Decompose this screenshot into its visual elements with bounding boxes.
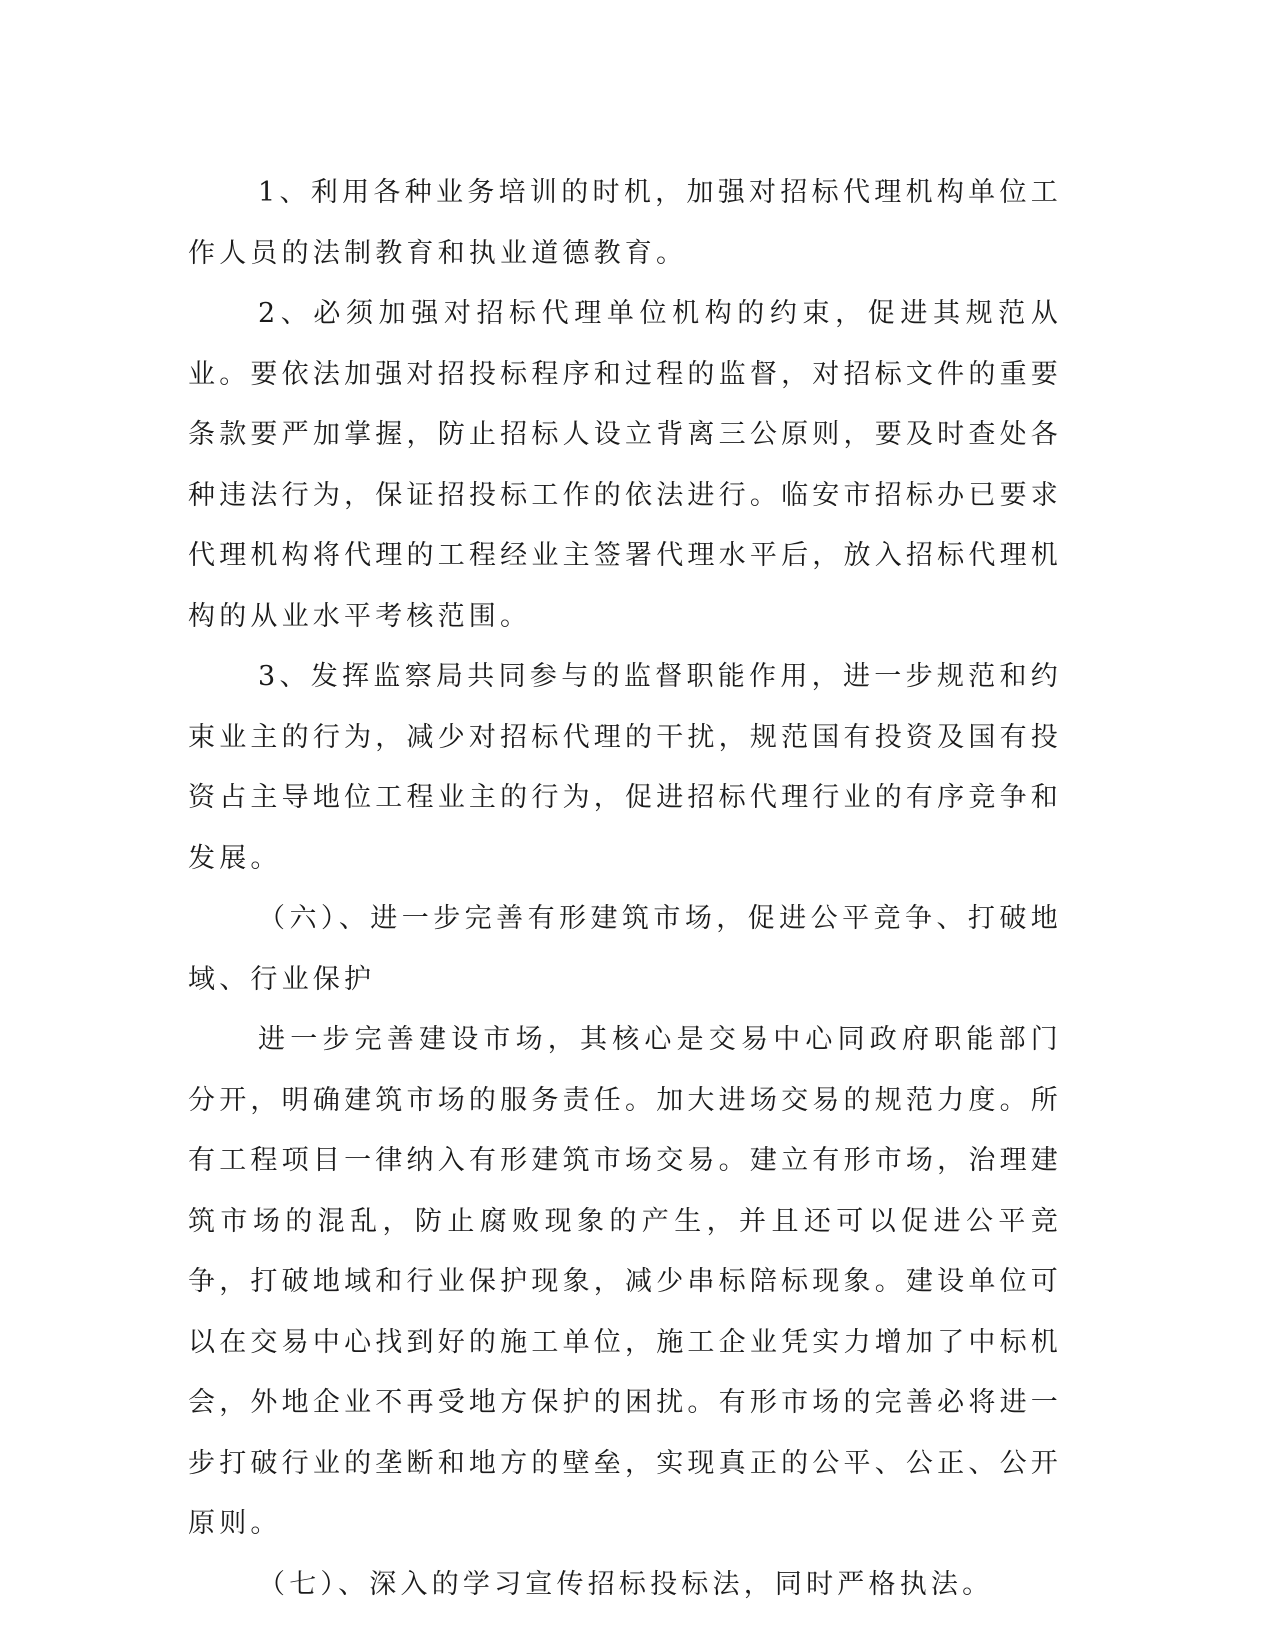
section-heading-six: （六）、进一步完善有形建筑市场，促进公平竞争、打破地域、行业保护 bbox=[188, 903, 1062, 995]
paragraph-item-3: 3、发挥监察局共同参与的监督职能作用，进一步规范和约束业主的行为，减少对招标代理的干扰，规范国有投资及国有投资占主导地位工程业主的行为，促进招标代理行业的有序竞争和发展。 bbox=[188, 661, 1062, 874]
paragraph-market: 进一步完善建设市场，其核心是交易中心同政府职能部门分开，明确建筑市场的服务责任。加大进场交易的规范力度。所有工程项目一律纳入有形建筑市场交易。建立有形市场，治理建筑市场的混乱，防止腐败现象的产生，并且还可以促进公平竞争，打破地域和行业保护现象，减少串标陪标现象。建设单位可以在交易中心找到好的施工单位，施工企业凭实力增加了中标机会，外地企业不再受地方保护的困扰。有形市场的完善必将进一步打破行业的垄断和地方的壁垒，实现真正的公平、公正、公开原则。 bbox=[188, 1024, 1062, 1539]
document-body bbox=[188, 163, 1062, 1615]
section-heading-seven: （七）、深入的学习宣传招标投标法，同时严格执法。 bbox=[258, 1568, 994, 1600]
paragraph-item-2: 2、必须加强对招标代理单位机构的约束，促进其规范从业。要依法加强对招投标程序和过程的监督，对招标文件的重要条款要严加掌握，防止招标人设立背离三公原则，要及时查处各种违法行为，保证招投标工作的依法进行。临安市招标办已要求代理机构将代理的工程经业主签署代理水平后，放入招标代理机构的从业水平考核范围。 bbox=[188, 298, 1062, 632]
paragraph-item-1: 1、利用各种业务培训的时机，加强对招标代理机构单位工作人员的法制教育和执业道德教育。 bbox=[188, 177, 1062, 269]
